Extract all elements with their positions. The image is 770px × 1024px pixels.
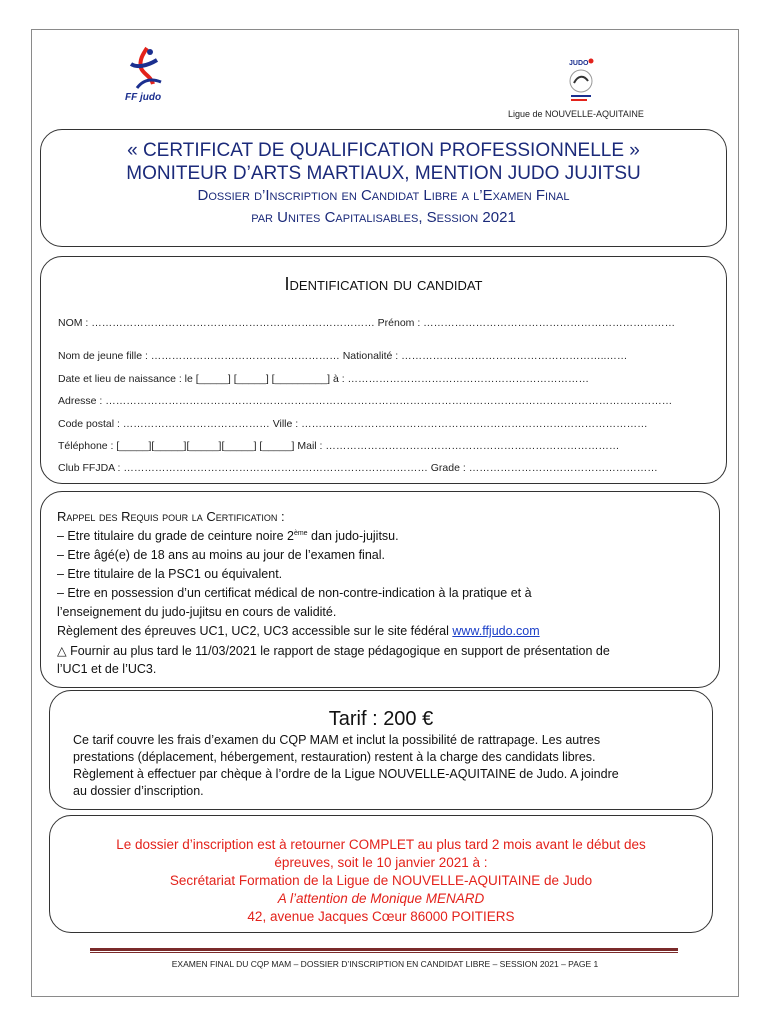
field-code-postal-ville[interactable]: Code postal : …………………………………… Ville : ……………………………………………………………………………………… xyxy=(58,418,648,430)
identification-box xyxy=(40,256,727,484)
ffjudo-link[interactable]: www.ffjudo.com xyxy=(452,624,540,638)
ligue-name: Ligue de NOUVELLE-AQUITAINE xyxy=(508,109,644,119)
field-telephone-mail[interactable]: Téléphone : [_____][_____][_____][_____] [_____] Mail : ………………………………………………………………………… xyxy=(58,440,620,452)
requis-title: Rappel des Requis pour la Certification : xyxy=(57,509,285,524)
requis-box xyxy=(40,491,720,688)
document-page xyxy=(31,29,739,997)
ligue-logo xyxy=(559,55,605,109)
field-nom-jeune-fille[interactable]: Nom de jeune fille : ……………………………………………… Nationalité : …………………………………………………..…… xyxy=(58,350,628,362)
footer-rule-thin xyxy=(90,952,678,953)
field-date-lieu-naissance[interactable]: Date et lieu de naissance : le [_____] [_____] [_________] à : …………………………………………………………… xyxy=(58,373,590,385)
requis-line-7: △ Fournir au plus tard le 11/03/2021 le rapport de stage pédagogique en support de présentation de xyxy=(57,644,610,658)
requis-line-1: – Etre titulaire du grade de ceinture noire 2ème dan judo-jujitsu. xyxy=(57,529,399,543)
footer-rule-thick xyxy=(90,948,678,951)
dossier-line-2: épreuves, soit le 10 janvier 2021 à : xyxy=(274,855,488,870)
dossier-box xyxy=(49,815,713,933)
page-footer: EXAMEN FINAL DU CQP MAM – DOSSIER D’INSCRIPTION EN CANDIDAT LIBRE – SESSION 2021 – PAGE 1 xyxy=(171,959,599,969)
requis-line-4: – Etre en possession d’un certificat médical de non-contre-indication à la pratique et à xyxy=(57,586,532,600)
ligue-logo-text: JUDO xyxy=(569,60,589,67)
field-nom-prenom[interactable]: NOM : ……………………………………………………………………… Prénom : ……………………………………………………………… xyxy=(58,317,676,329)
ffjudo-label: FF judo xyxy=(125,92,162,103)
tarif-title: Tarif : 200 € xyxy=(328,708,434,730)
tarif-line-4: au dossier d’inscription. xyxy=(73,784,204,798)
requis-line-2: – Etre âgé(e) de 18 ans au moins au jour de l’examen final. xyxy=(57,548,385,562)
title-line-1: « CERTIFICAT DE QUALIFICATION PROFESSIONNELLE » xyxy=(127,140,640,161)
dossier-line-5: 42, avenue Jacques Cœur 86000 POITIERS xyxy=(247,909,515,924)
tarif-box xyxy=(49,690,713,810)
title-box xyxy=(40,129,727,247)
dossier-line-3: Secrétariat Formation de la Ligue de NOUVELLE-AQUITAINE de Judo xyxy=(169,873,593,888)
requis-line-8: l’UC1 et de l’UC3. xyxy=(57,662,157,676)
tarif-line-2: prestations (déplacement, hébergement, restauration) restent à la charge des candidats libres. xyxy=(73,750,596,764)
title-line-4: par Unites Capitalisables, Session 2021 xyxy=(251,209,516,226)
dossier-line-4: A l’attention de Monique MENARD xyxy=(277,891,485,906)
title-line-3: Dossier d’Inscription en Candidat Libre a l’Examen Final xyxy=(197,187,570,204)
requis-line-3: – Etre titulaire de la PSC1 ou équivalent. xyxy=(57,567,283,581)
requis-line-6: Règlement des épreuves UC1, UC2, UC3 accessible sur le site fédéral www.ffjudo.com xyxy=(57,624,540,638)
field-adresse[interactable]: Adresse : ……………………………………………………………………………………………………………………………………………… xyxy=(58,395,673,407)
title-line-2: MONITEUR D’ARTS MARTIAUX, MENTION JUDO JUJITSU xyxy=(126,163,641,184)
dossier-line-1: Le dossier d’inscription est à retourner COMPLET au plus tard 2 mois avant le début des xyxy=(116,837,646,852)
requis-line-5: l’enseignement du judo-jujitsu en cours de validité. xyxy=(57,605,337,619)
tarif-line-1: Ce tarif couvre les frais d’examen du CQP MAM et inclut la possibilité de rattrapage. Les autres xyxy=(73,733,601,747)
identification-title: Identification du candidat xyxy=(284,274,483,294)
tarif-line-3: Règlement à effectuer par chèque à l’ordre de la Ligue NOUVELLE-AQUITAINE de Judo. A joindre xyxy=(73,767,619,781)
field-club-grade[interactable]: Club FFJDA : …………………………………………………………………………… Grade : ……………………………………………… xyxy=(58,462,658,474)
